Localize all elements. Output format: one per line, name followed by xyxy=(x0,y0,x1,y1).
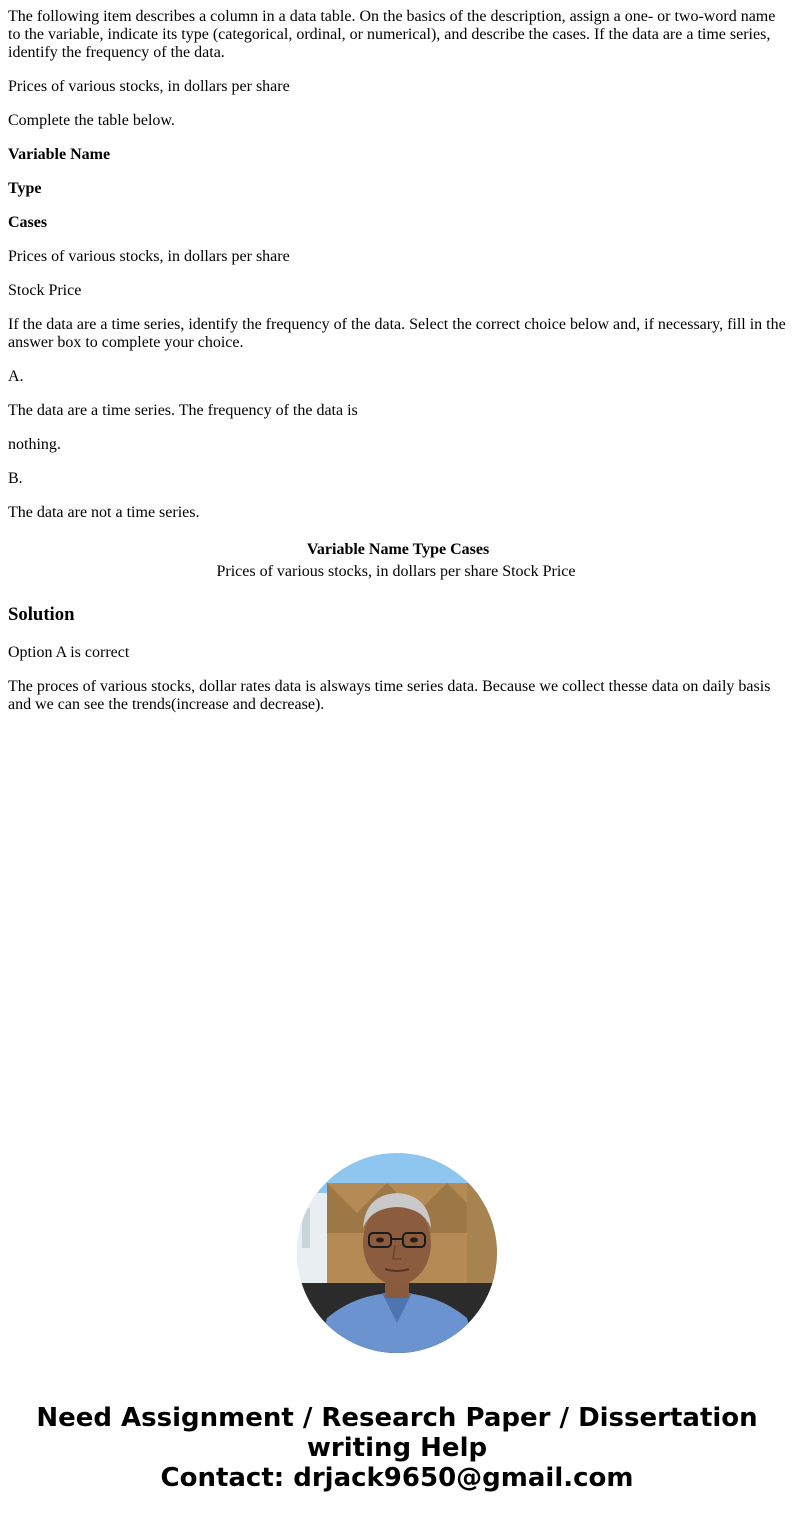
option-a-blank: nothing. xyxy=(8,436,61,453)
table-header-cell xyxy=(215,540,580,560)
footer-line-2: writing Help xyxy=(306,1433,488,1463)
header-type: Type xyxy=(412,541,447,558)
answer-table xyxy=(213,538,582,584)
heading-variable-name: Variable Name xyxy=(8,146,111,163)
variable-description: Prices of various stocks, in dollars per share xyxy=(8,78,290,95)
table-header-row xyxy=(215,540,580,560)
header-variable-name: Variable Name xyxy=(306,541,409,558)
solution-heading: Solution xyxy=(8,604,75,625)
footer-contact-email: Contact: drjack9650@gmail.com xyxy=(160,1463,634,1493)
heading-type: Type xyxy=(8,180,42,197)
heading-cases: Cases xyxy=(8,214,48,231)
time-series-prompt: If the data are a time series, identify the frequency of the data. Select the correct choice below and, if necessary, fill in the answer box to complete your choice. xyxy=(8,316,786,351)
table-cell-description: Prices of various stocks, in dollars per share xyxy=(216,563,499,580)
solution-explanation: The proces of various stocks, dollar rates data is alsways time series data. Because we collect thesse data on daily basis and we can see the trends(increase and decrease). xyxy=(8,678,771,713)
footer-line-1: Need Assignment / Research Paper / Dissertation xyxy=(36,1403,758,1433)
table-cell-name: Stock Price xyxy=(502,563,576,580)
instruction-text: Complete the table below. xyxy=(8,112,175,129)
question-intro: The following item describes a column in a data table. On the basics of the description, assign a one- or two-word name to the variable, indicate its type (categorical, ordinal, or numerical), and describe the cases. If the data are a time series, identify the frequency of the data. xyxy=(8,8,776,61)
person-portrait-icon xyxy=(297,1153,497,1353)
solution-answer: Option A is correct xyxy=(8,644,130,661)
option-b-text: The data are not a time series. xyxy=(8,504,200,521)
author-avatar xyxy=(297,1153,497,1353)
table-row xyxy=(215,562,580,582)
header-cases: Cases xyxy=(450,541,490,558)
option-a-text: The data are a time series. The frequency of the data is xyxy=(8,402,358,419)
document-body xyxy=(8,8,788,730)
option-b-label: B. xyxy=(8,470,23,487)
option-a-label: A. xyxy=(8,368,24,385)
table-cell-empty xyxy=(579,562,581,582)
contact-footer xyxy=(0,1403,794,1493)
row-variable-name: Stock Price xyxy=(8,282,82,299)
row-description: Prices of various stocks, in dollars per share xyxy=(8,248,290,265)
